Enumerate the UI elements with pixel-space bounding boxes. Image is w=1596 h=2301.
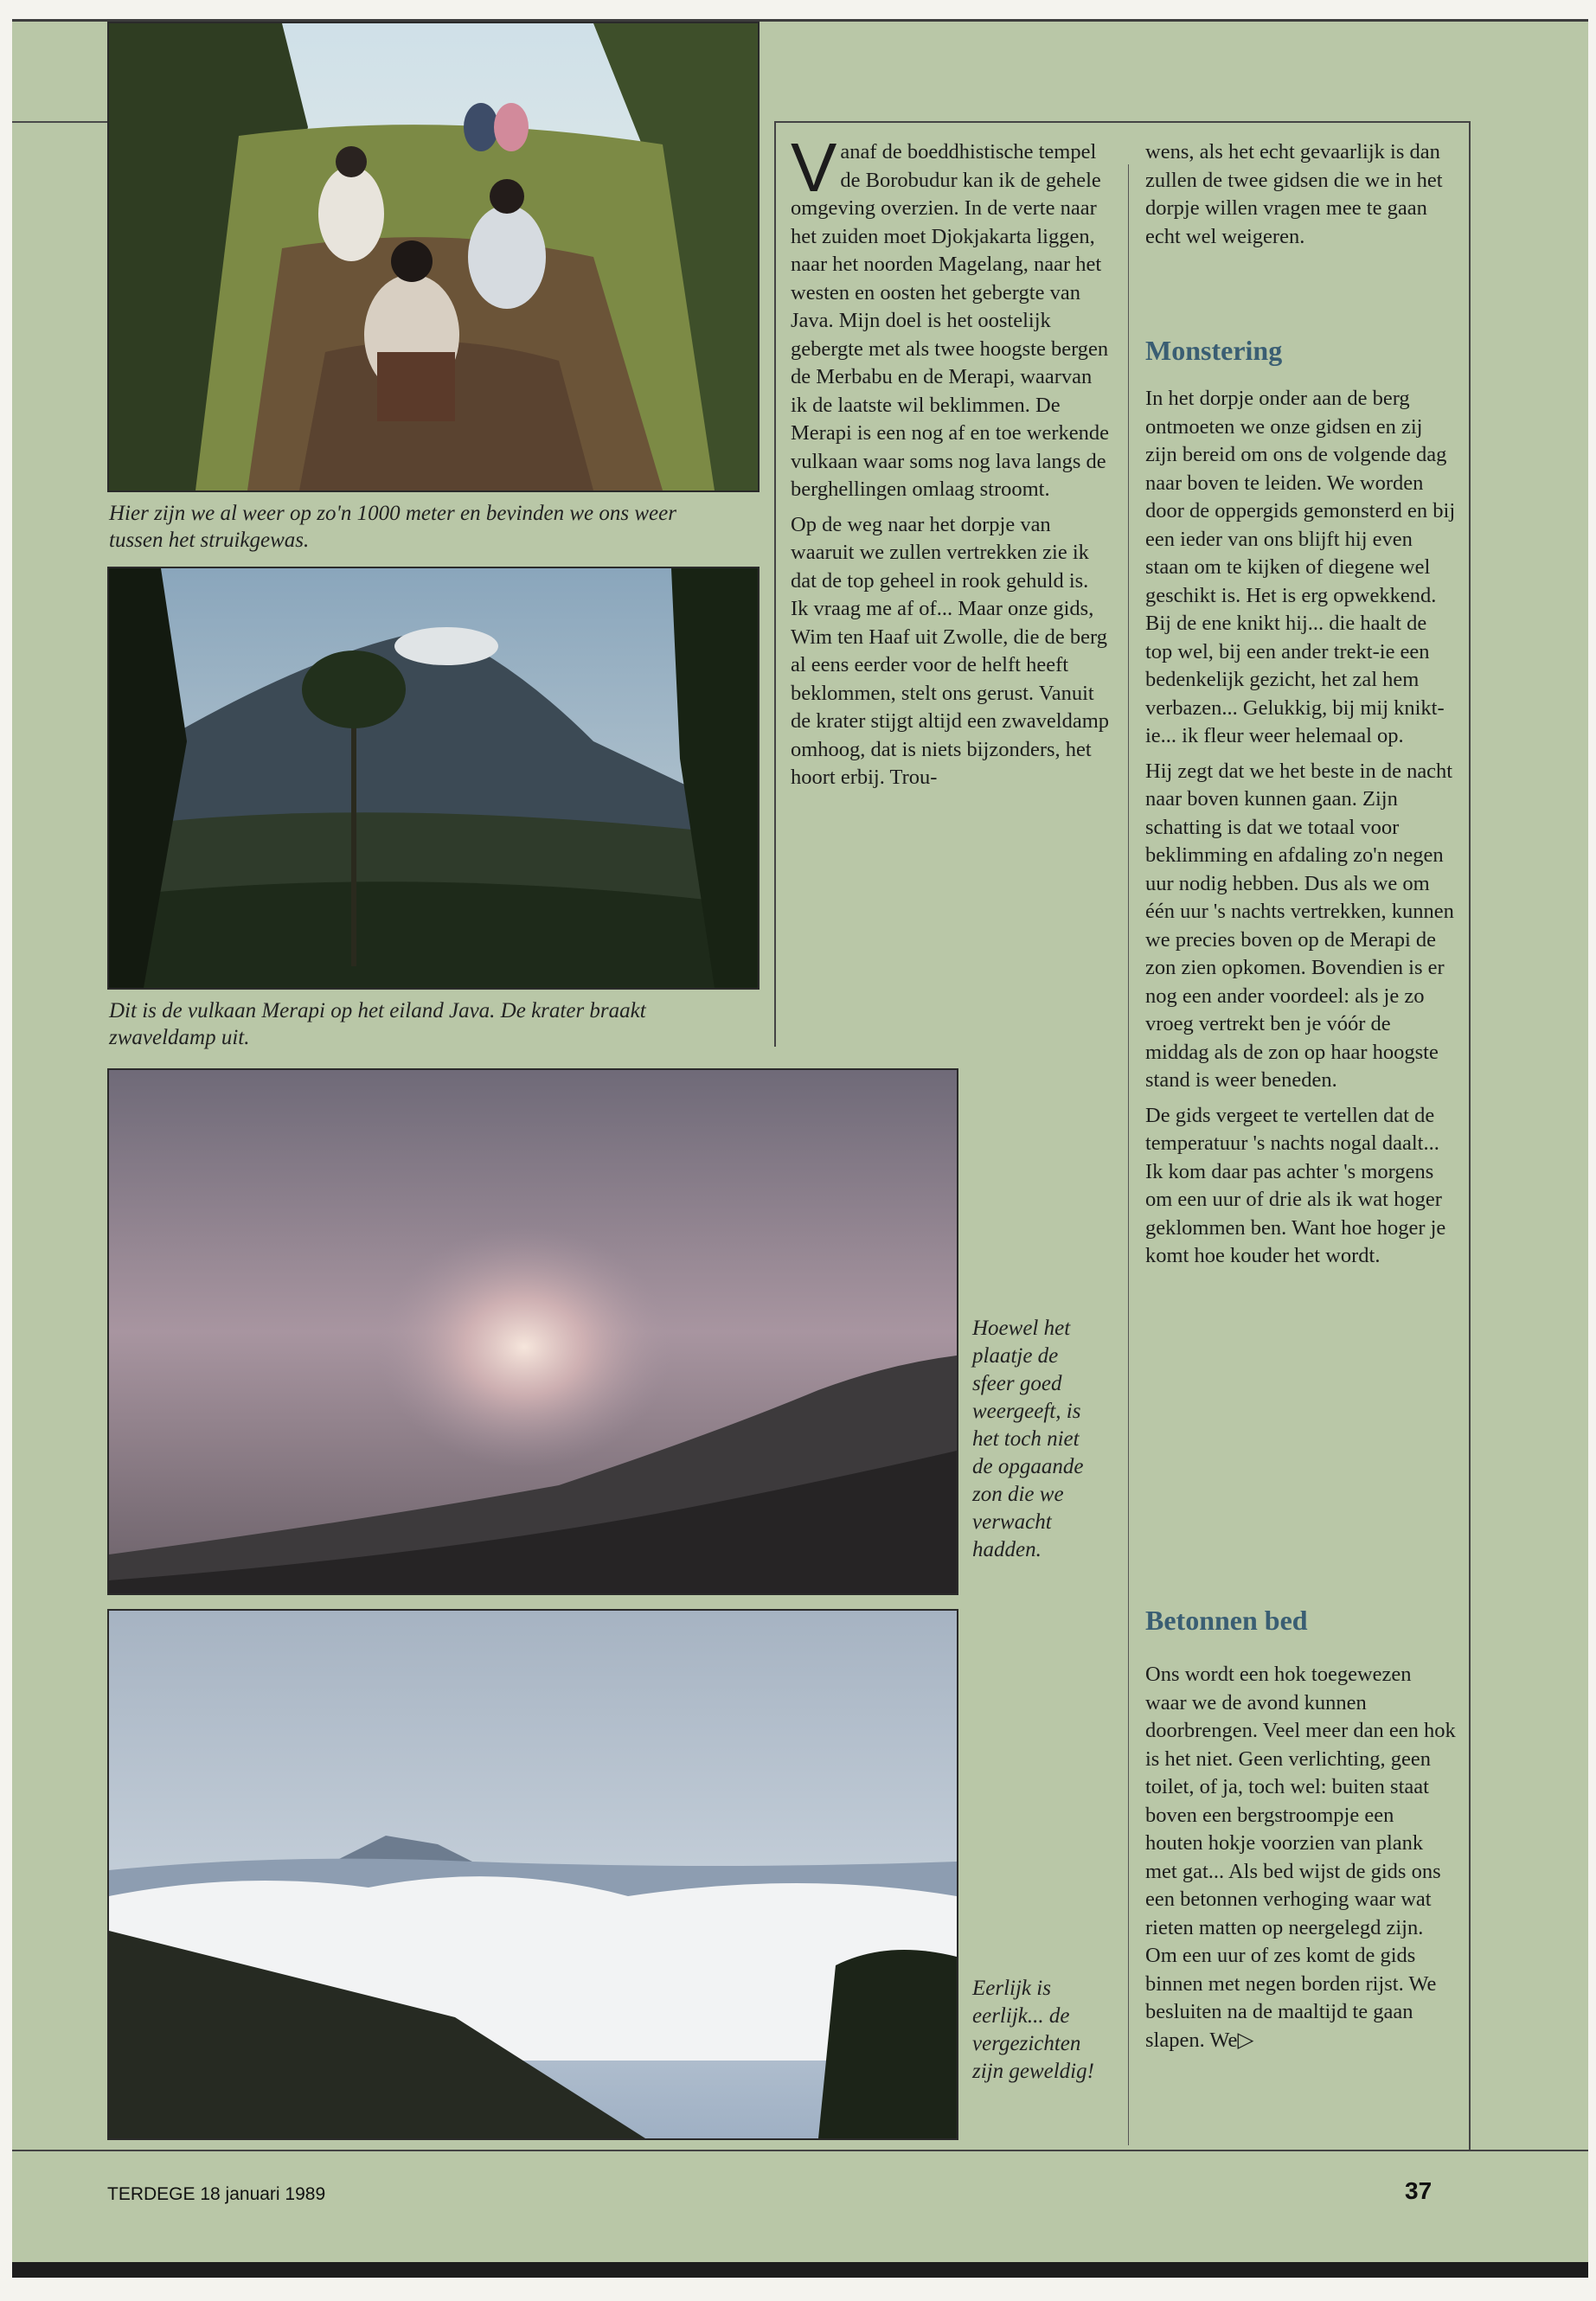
paragraph-2: Op de weg naar het dorpje van waaruit we zullen vertrekken zie ik dat de top geheel in rook gehuld is. Ik vraag me af of... Maar onze gids, Wim ten Haaf uit Zwolle, die de berg al eens eerder voor de helft heeft beklommen, stelt ons gerust. Vanuit de krater stijgt altijd een zwaveldamp omhoog, dat is niets bijzonders, het hoort erbij. Trou- <box>791 512 1110 789</box>
text-frame-right <box>1469 121 1471 2150</box>
heading-monstering: Monstering <box>1145 335 1283 366</box>
hikers-photo <box>107 22 760 492</box>
continue-marker: ▷ <box>1237 2028 1254 2052</box>
sunrise-caption: Hoewel het plaatje de sfeer goed weergeeft, is het toch niet de opgaande zon die we verwacht hadden. <box>972 1317 1084 1561</box>
hikers-photo-image <box>109 23 758 490</box>
clouds-photo <box>107 1609 958 2140</box>
article-column-1 <box>791 129 1111 799</box>
sunrise-photo <box>107 1068 958 1595</box>
article-column-2-intro <box>1145 138 1457 258</box>
paragraph-3: wens, als het echt gevaarlijk is dan zullen de twee gidsen die we in het dorpje willen vragen mee te gaan echt wel weigeren. <box>1145 140 1443 248</box>
page-number: 37 <box>1405 2177 1433 2204</box>
drop-cap: V <box>791 129 837 206</box>
article-column-2-section-1 <box>1145 385 1457 1278</box>
bottom-rule <box>12 2150 1588 2151</box>
volcano-photo <box>107 567 760 990</box>
magazine-page <box>12 19 1588 2275</box>
heading-betonnen-bed: Betonnen bed <box>1145 1605 1308 1636</box>
paragraph-7: Ons wordt een hok toegewezen waar we de avond kunnen doorbrengen. Veel meer dan een hok is het niet. Geen verlichting, geen toilet, of ja, toch wel: buiten staat boven een bergstroompje een houten hokje voorzien van plank met gat... Als bed wijst de gids ons een betonnen verhoging waar wat rieten matten op neergelegd zijn. Om een uur of zes komt de gids binnen met negen borden rijst. We besluiten na de maaltijd te gaan slapen. We <box>1145 1663 1456 2052</box>
footer-publication: TERDEGE 18 januari 1989 <box>107 2184 326 2204</box>
volcano-photo-image <box>109 568 758 988</box>
hikers-caption: Hier zijn we al weer op zo'n 1000 meter en bevinden we ons weer tussen het struikgewas. <box>109 502 676 552</box>
paragraph-5: Hij zegt dat we het beste in de nacht naar boven kunnen gaan. Zijn schatting is dat we totaal voor beklimming en afdaling zo'n negen uur nodig hebben. Dus als we om één uur 's nachts vertrekken, kunnen we precies boven op de Merapi de zon zien opkomen. Bovendien is er nog een ander voordeel: als je zo vroeg vertrekt ben je vóór de middag als de zon op haar hoogste stand is weer beneden. <box>1145 759 1454 1092</box>
paragraph-6: De gids vergeet te vertellen dat de temperatuur 's nachts nogal daalt... Ik kom daar pas achter 's morgens om een uur of drie als ik wat hoger geklommen ben. Want hoe hoger je komt hoe kouder het wordt. <box>1145 1103 1446 1267</box>
column-divider <box>1128 164 1129 2145</box>
clouds-caption: Eerlijk is eerlijk... de vergezichten zijn geweldig! <box>972 1977 1094 2083</box>
sunrise-photo-image <box>109 1070 957 1593</box>
volcano-caption: Dit is de vulkaan Merapi op het eiland Java. De krater braakt zwaveldamp uit. <box>109 999 646 1049</box>
paragraph-1: anaf de boeddhistische tempel de Borobudur kan ik de gehele omgeving overzien. In de verte naar het zuiden moet Djokjakarta liggen, naar het noorden Magelang, naar het westen en oosten het gebergte van Java. Mijn doel is het oostelijk gebergte met als twee hoogste bergen de Merbabu en de Merapi, waarvan ik de laatste wil beklimmen. De Merapi is een nog af en toe werkende vulkaan waar soms nog lava langs de berghellingen omlaag stroomt. <box>791 140 1110 501</box>
paragraph-4: In het dorpje onder aan de berg ontmoeten we onze gidsen en zij zijn bereid om ons de volgende dag naar boven te leiden. We worden door de oppergids gemonsterd en bij een ieder van ons blijft hij even staan om te kijken of diegene wel geschikt is. Het is erg opwekkend. Bij de ene knikt hij... die haalt de top wel, bij een ander trekt-ie een bedenkelijk gezicht, het zal hem verbazen... Gelukkig, bij mij knikt-ie... ik fleur weer helemaal op. <box>1145 387 1456 747</box>
top-left-rule <box>12 121 107 123</box>
text-frame-left <box>774 121 776 1047</box>
clouds-photo-image <box>109 1611 957 2138</box>
text-frame-top <box>774 121 1471 123</box>
article-column-2-section-2 <box>1145 1661 1457 2061</box>
bottom-strip <box>12 2262 1588 2278</box>
